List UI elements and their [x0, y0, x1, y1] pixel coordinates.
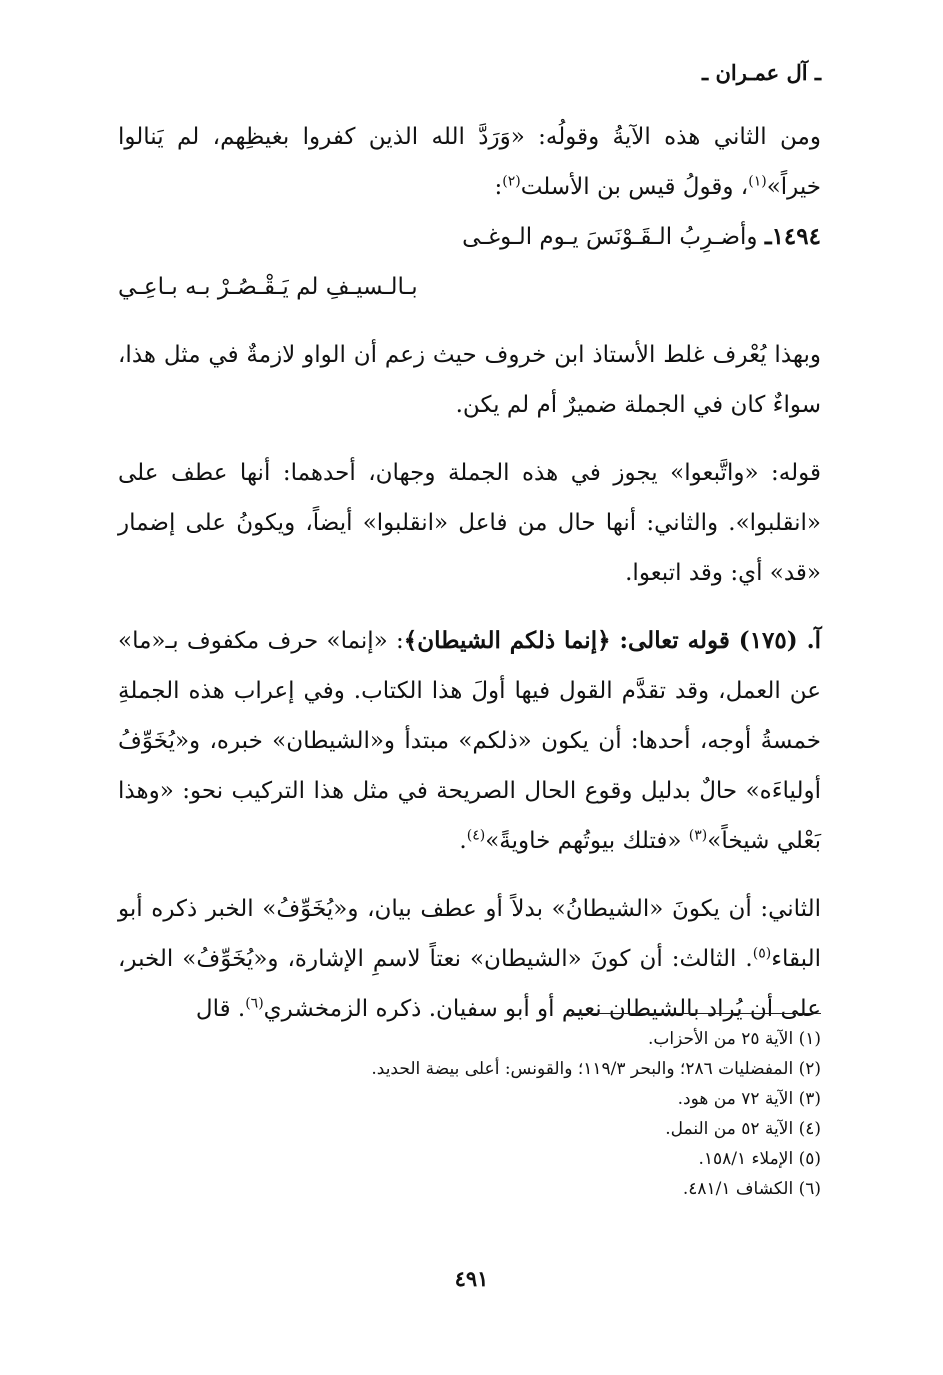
verse-first-hemistich: ١٤٩٤ـ وأضـرِبُ الـقَـوْنَسَ يـوم الـوغـى	[462, 223, 821, 250]
footnote-ref-1: (١)	[748, 173, 767, 190]
footnote-ref-2: (٢)	[502, 173, 521, 190]
page-number: ٤٩١	[454, 1266, 489, 1291]
paragraph-5: الثاني: أن يكونَ «الشيطانُ» بدلاً أو عطف بيان، و«يُخَوِّفُ» الخبر ذكره أبو البقاء$^{(٥)}$. الثالث: أن كونَ «الشيطان» نعتاً لاسمِ الإشارة، و«يُخَوِّفُ» الخبر، على أن يُراد بالشيطان نعيم أو أبو سفيان. ذكره الزمخشري$^{(٦)}$. قال	[118, 896, 821, 1022]
paragraph-4: آ. (١٧٥) قوله تعالى: ﴿إنما ذلكم الشيطان﴾: «إنما» حرف مكفوف بـ«ما» عن العمل، وقد تقدَّم القول فيها أولَ هذا الكتاب. وفي إعراب هذه الجملةِ خمسةُ أوجه، أحدها: أن يكون «ذلكم» مبتدأ و«الشيطان» خبره، و«يُخَوِّفُ أولياءَه» حالٌ بدليل وقوع الحال الصريحة في مثل هذا التركيب نحو: «وهذا بَعْلي شيخاً»$^{(٣)}$ «فتلك بيوتُهم خاويةً»$^{(٤)}$.	[118, 627, 821, 854]
paragraph-2: وبهذا يُعْرف غلط الأستاذ ابن خروف حيث زعم أن الواو لازمةٌ في مثل هذا، سواءٌ كان في الجملة ضميرٌ أم لم يكن.	[118, 342, 821, 418]
verse-number: ١٤٩٤ـ	[764, 223, 821, 250]
paragraph-1: ومن الثاني هذه الآيةُ وقولُه: «وَرَدَّ الله الذين كفروا بغيظِهم، لم يَنالوا خيراً»$^{(١)}$، وقولُ قيس بن الأسلت$^{(٢)}$:	[118, 124, 821, 200]
footnote-ref-3: (٣)	[688, 827, 708, 844]
footnote-4: (٤) الآية ٥٢ من النمل.	[665, 1119, 821, 1139]
footnote-2: (٢) المفضليات ٢٨٦؛ والبحر ١١٩/٣؛ والقونس: أعلى بيضة الحديد.	[371, 1059, 821, 1079]
footnote-1: (١) الآية ٢٥ من الأحزاب.	[647, 1029, 821, 1049]
paragraph-3: قوله: «واتَّبعوا» يجوز في هذه الجملة وجهان، أحدهما: أنها عطف على «انقلبوا». والثاني: أنها حال من فاعل «انقلبوا» أيضاً، ويكونُ على إضمار «قد» أي: وقد اتبعوا.	[118, 460, 821, 586]
footnote-3: (٣) الآية ٧٢ من هود.	[677, 1089, 821, 1109]
footnotes	[118, 1024, 821, 1204]
footnote-5: (٥) الإملاء ١٥٨/١.	[698, 1149, 821, 1169]
footnote-ref-6: (٦)	[245, 995, 264, 1012]
footnote-6: (٦) الكشاف ٤٨١/١.	[682, 1179, 821, 1199]
footnote-divider	[571, 1013, 821, 1014]
footnote-ref-5: (٥)	[752, 945, 772, 962]
verse-heading: آ. (١٧٥) قوله تعالى: ﴿إنما ذلكم الشيطان﴾	[403, 627, 821, 654]
verse-second-hemistich: بـالـسيـفِ لم يَـقْـصُـرْ بـه بـاعِـي	[118, 274, 418, 300]
running-header: ـ آل عمـران ـ	[702, 60, 821, 85]
footnote-ref-4: (٤)	[466, 827, 486, 844]
main-text	[118, 112, 821, 1034]
